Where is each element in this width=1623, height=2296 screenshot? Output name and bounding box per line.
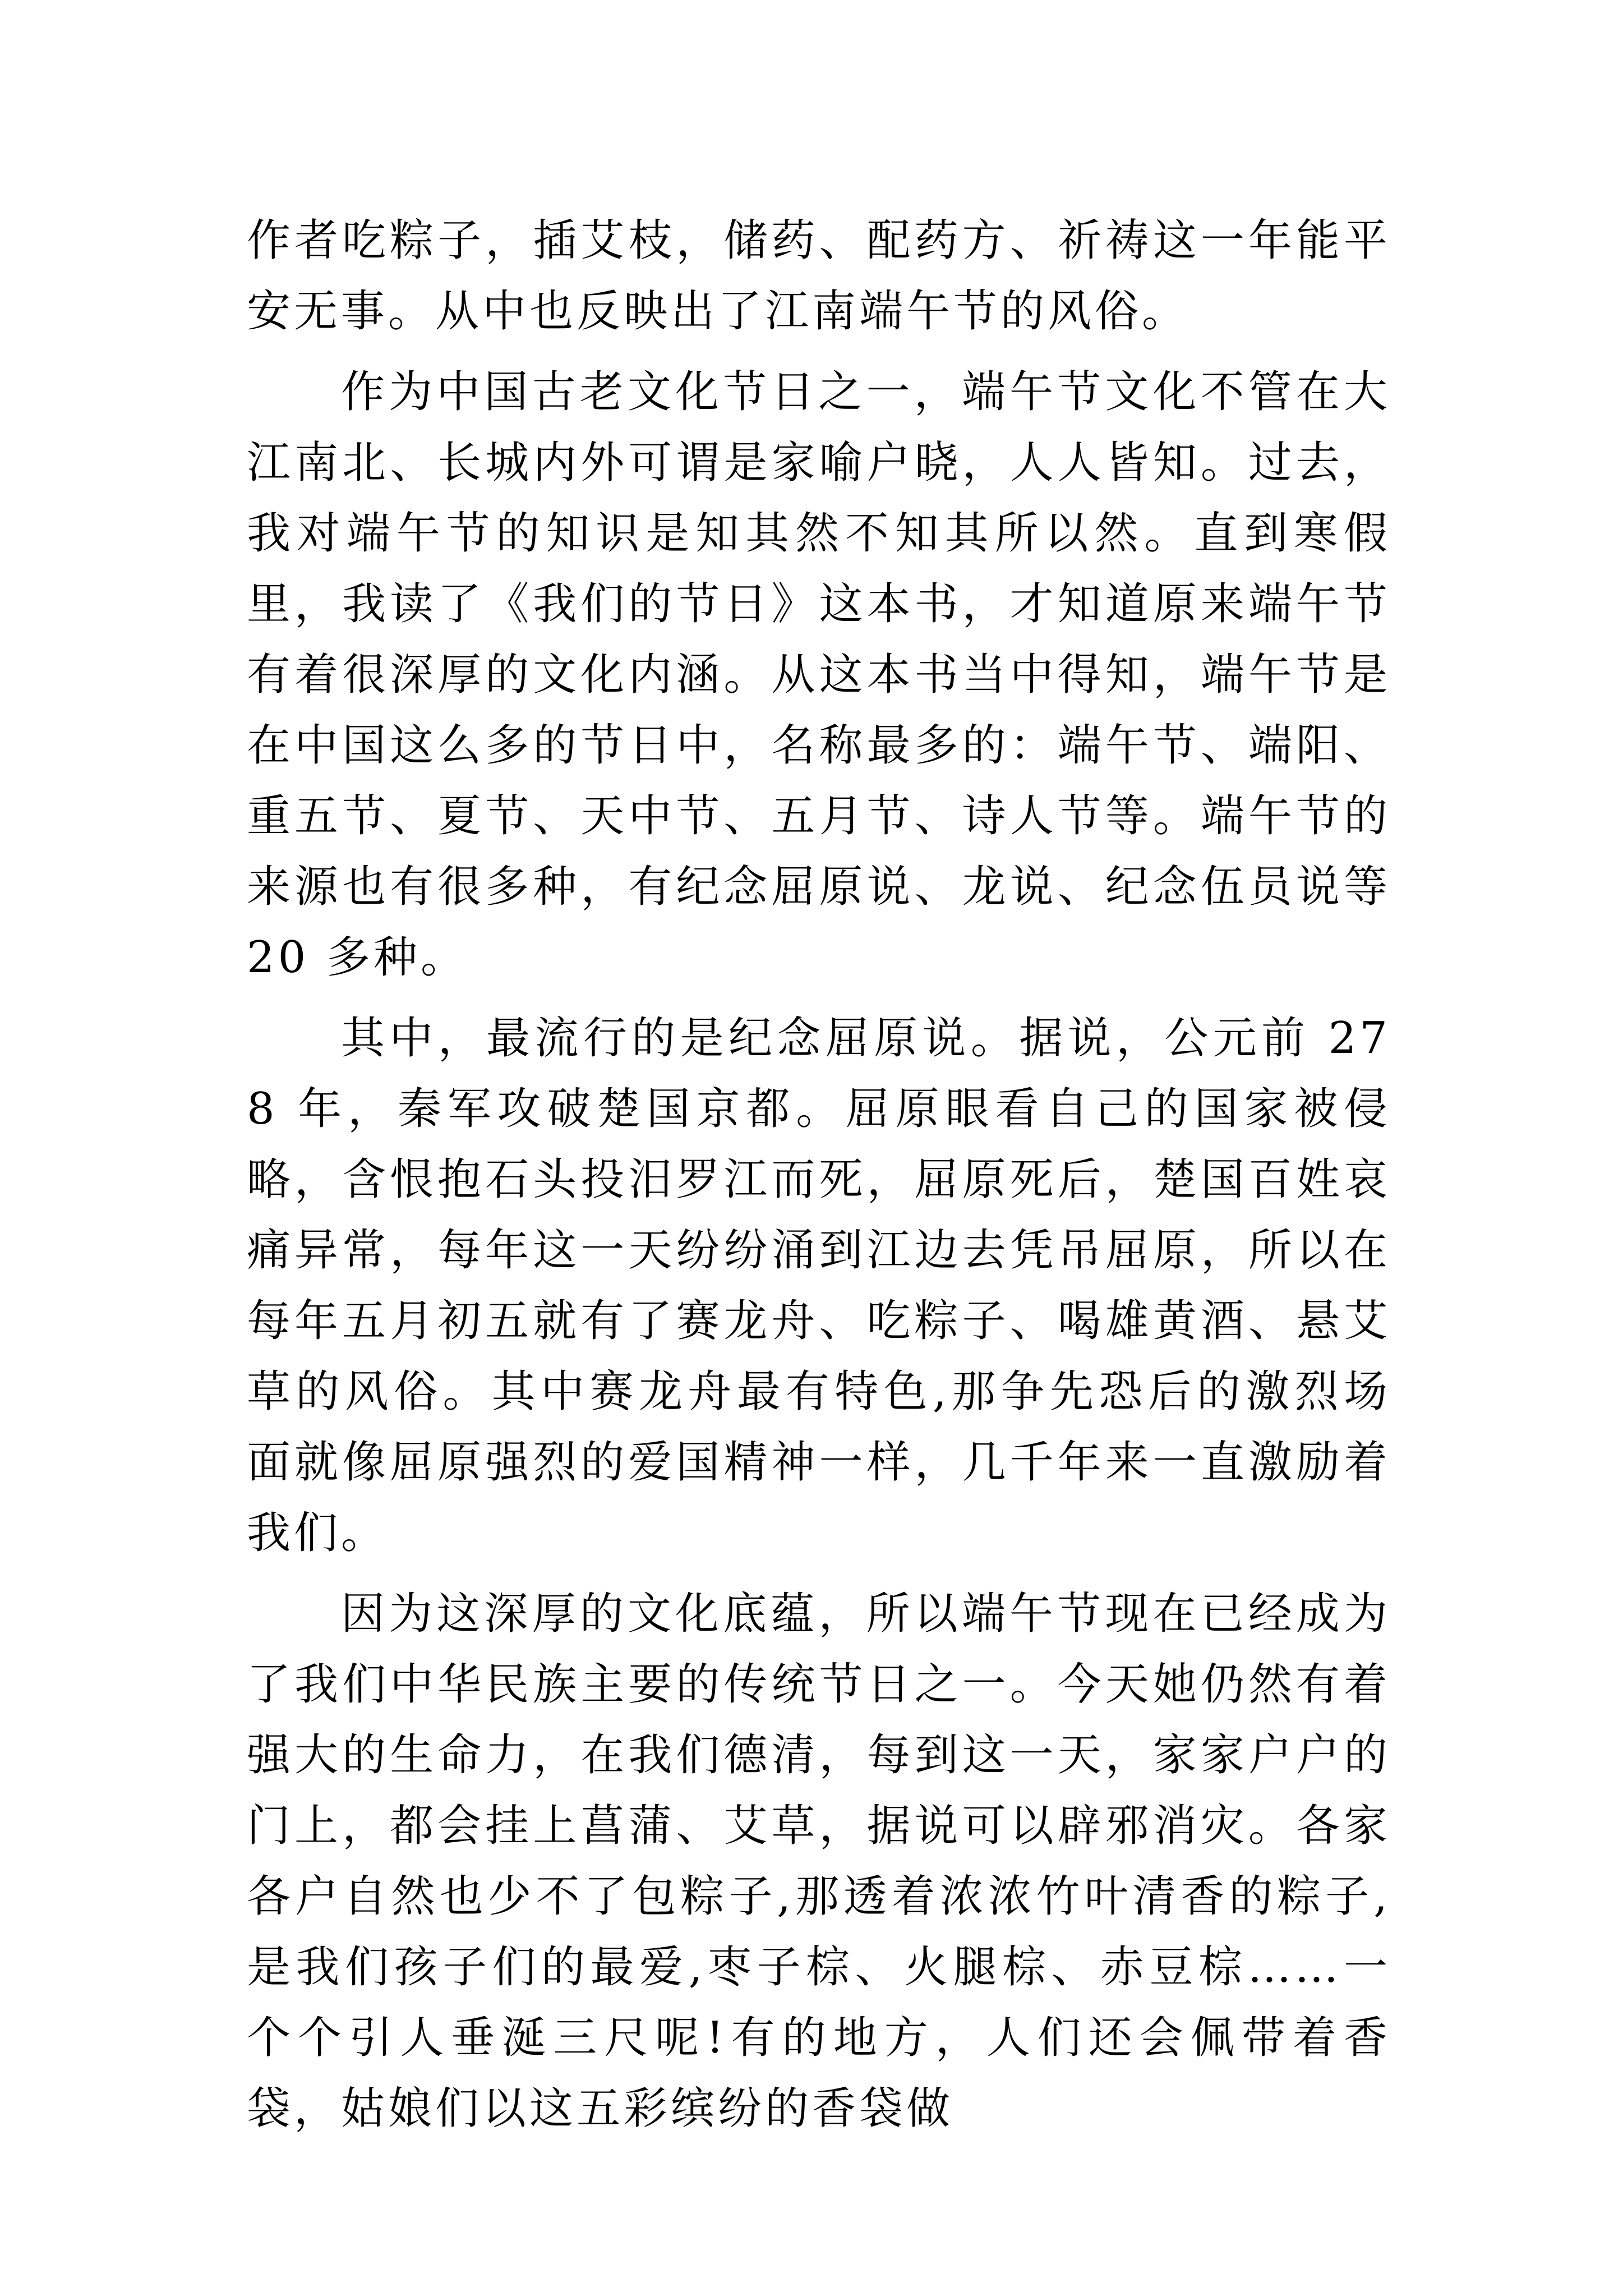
paragraph-customs: 因为这深厚的文化底蕴，所以端午节现在已经成为了我们中华民族主要的传统节日之一。今天她仍然有着强大的生命力，在我们德清，每到这一天，家家户户的门上，都会挂上菖蒲、艾草，据说可以辟邪消灾。各家各户自然也少不了包粽子,那透着浓浓竹叶清香的粽子,是我们孩子们的最爱,枣子棕、火腿棕、赤豆棕……一个个引人垂涎三尺呢!有的地方，人们还会佩带着香袋，姑娘们以这五彩缤纷的香袋做 [247,1589,1391,2134]
paragraph-qu-yuan-origin: 其中，最流行的是纪念屈原说。据说，公元前 278 年，秦军攻破楚国京都。屈原眼看自己的国家被侵略，含恨抱石头投汨罗江而死，屈原死后，楚国百姓哀痛异常，每年这一天纷纷涌到江边去凭吊屈原，所以在每年五月初五就有了赛龙舟、吃粽子、喝雄黄酒、悬艾草的风俗。其中赛龙舟最有特色,那争先恐后的激烈场面就像屈原强烈的爱国精神一样，几千年来一直激励着我们。 [247,1013,1391,1558]
document-body [247,205,1391,2154]
paragraph-continued: 作者吃粽子，插艾枝，储药、配药方、祈祷这一年能平安无事。从中也反映出了江南端午节的风俗。 [247,215,1391,337]
paragraph-festival-names: 作为中国古老文化节日之一，端午节文化不管在大江南北、长城内外可谓是家喻户晓，人人皆知。过去，我对端午节的知识是知其然不知其所以然。直到寒假里，我读了《我们的节日》这本书，才知道原来端午节有着很深厚的文化内涵。从这本书当中得知，端午节是在中国这么多的节日中，名称最多的：端午节、端阳、重五节、夏节、天中节、五月节、诗人节等。端午节的来源也有很多种，有纪念屈原说、龙说、纪念伍员说等 20 多种。 [247,367,1391,983]
